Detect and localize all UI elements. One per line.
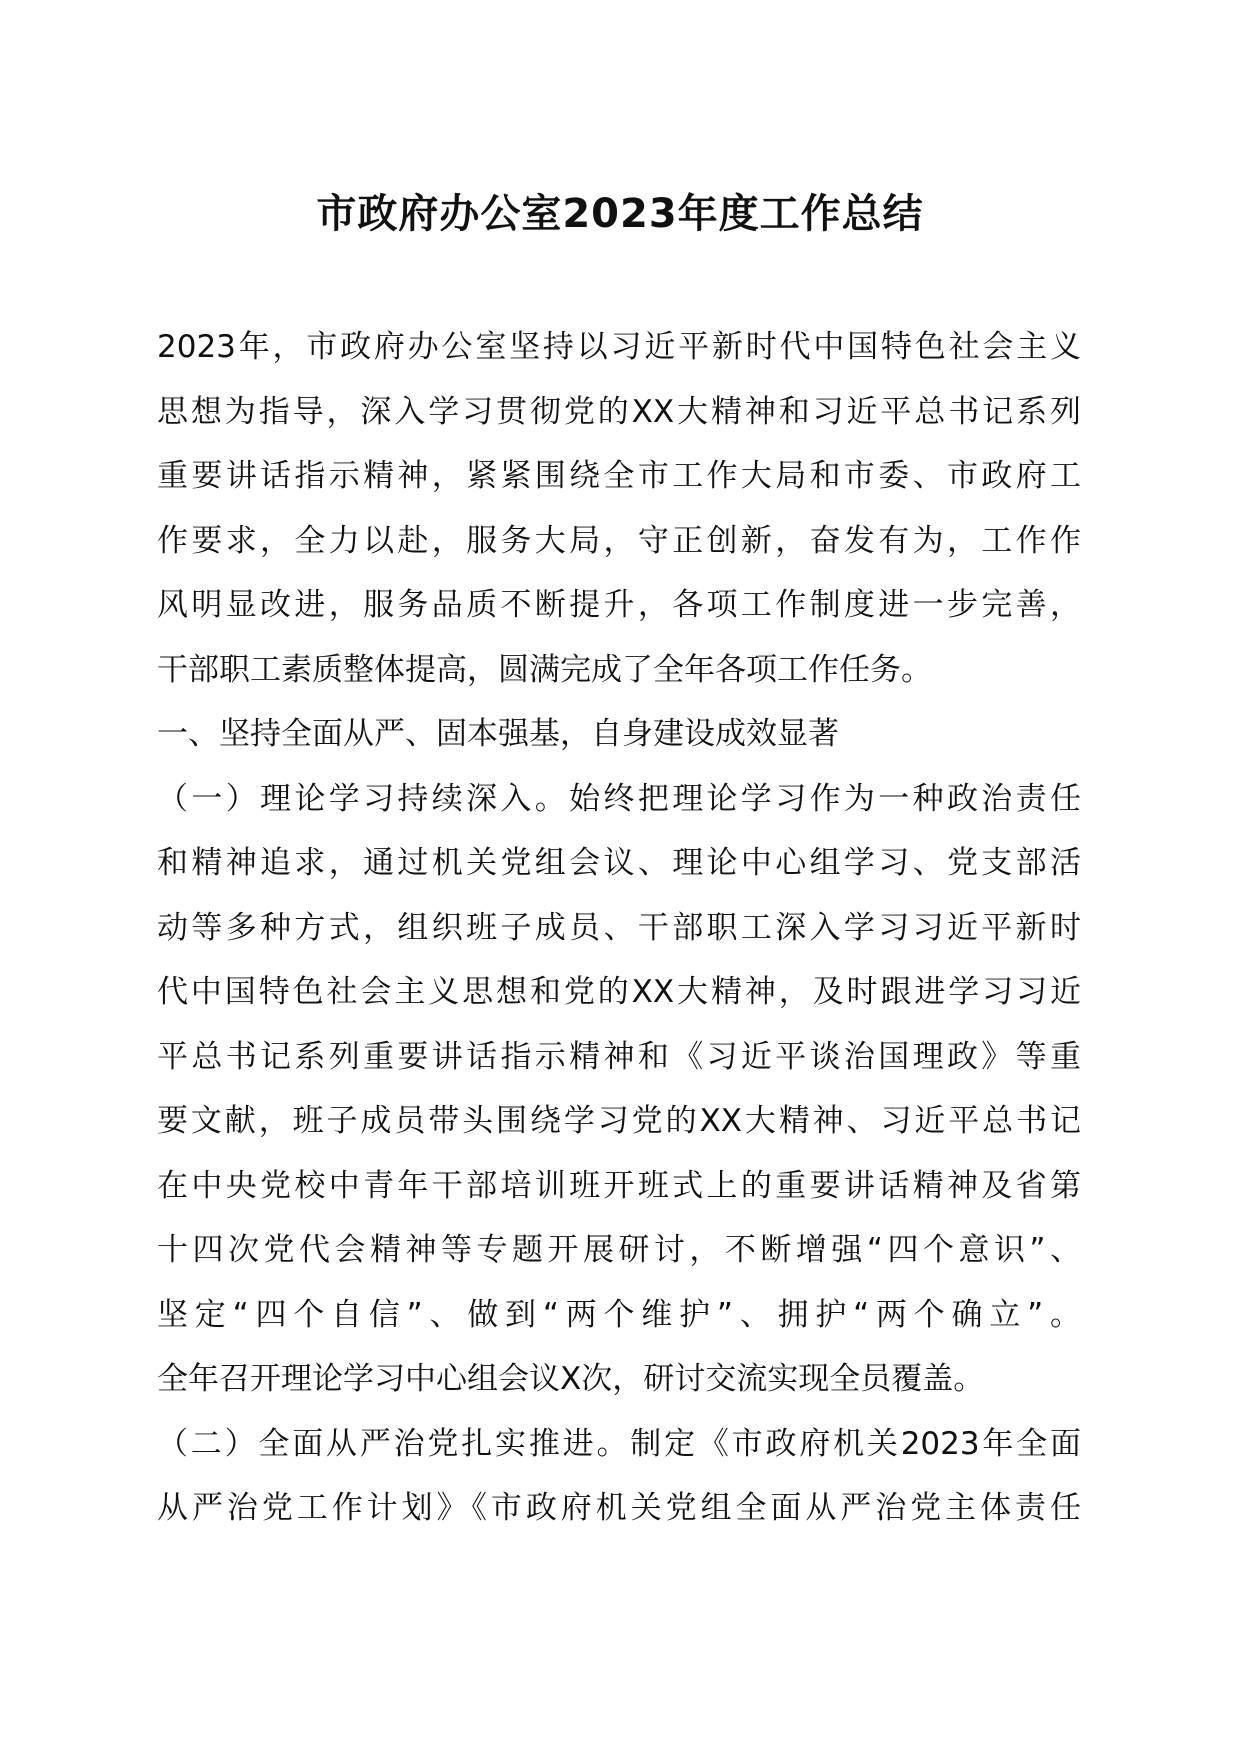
document-title: 市政府办公室2023年度工作总结 (316, 191, 924, 237)
body-line: 十四次党代会精神等专题开展研讨，不断增强“四个意识”、 (157, 1232, 1081, 1268)
body-line: 全年召开理论学习中心组会议X次，研讨交流实现全员覆盖。 (157, 1361, 985, 1397)
body-line: 平总书记系列重要讲话指示精神和《习近平谈治国理政》等重 (157, 1038, 1081, 1075)
body-line: 从严治党工作计划》《市政府机关党组全面从严治党主体责任 (157, 1490, 1081, 1526)
body-line: （二）全面从严治党扎实推进。制定《市政府机关2023年全面 (157, 1425, 1081, 1462)
body-line: 在中央党校中青年干部培训班开班式上的重要讲话精神及省第 (157, 1167, 1081, 1204)
body-line: 坚定“四个自信”、做到“两个维护”、拥护“两个确立”。 (157, 1296, 1081, 1333)
body-line: 作要求，全力以赴，服务大局，守正创新，奋发有为，工作作 (157, 522, 1081, 559)
document-body (157, 315, 1081, 1541)
body-line: （一）理论学习持续深入。始终把理论学习作为一种政治责任 (157, 780, 1081, 817)
body-line: 重要讲话指示精神，紧紧围绕全市工作大局和市委、市政府工 (157, 458, 1081, 494)
body-line: 思想为指导，深入学习贯彻党的XX大精神和习近平总书记系列 (157, 393, 1081, 430)
body-line: 动等多种方式，组织班子成员、干部职工深入学习习近平新时 (157, 909, 1081, 946)
body-line: 和精神追求，通过机关党组会议、理论中心组学习、党支部活 (157, 845, 1081, 881)
body-line: 干部职工素质整体提高，圆满完成了全年各项工作任务。 (157, 651, 932, 688)
body-line: 2023年，市政府办公室坚持以习近平新时代中国特色社会主义 (157, 329, 1081, 365)
section-heading: 一、坚持全面从严、固本强基，自身建设成效显著 (157, 716, 839, 752)
body-line: 代中国特色社会主义思想和党的XX大精神，及时跟进学习习近 (157, 974, 1081, 1010)
body-line: 要文献，班子成员带头围绕学习党的XX大精神、习近平总书记 (157, 1103, 1081, 1139)
body-line: 风明显改进，服务品质不断提升，各项工作制度进一步完善， (157, 587, 1081, 623)
